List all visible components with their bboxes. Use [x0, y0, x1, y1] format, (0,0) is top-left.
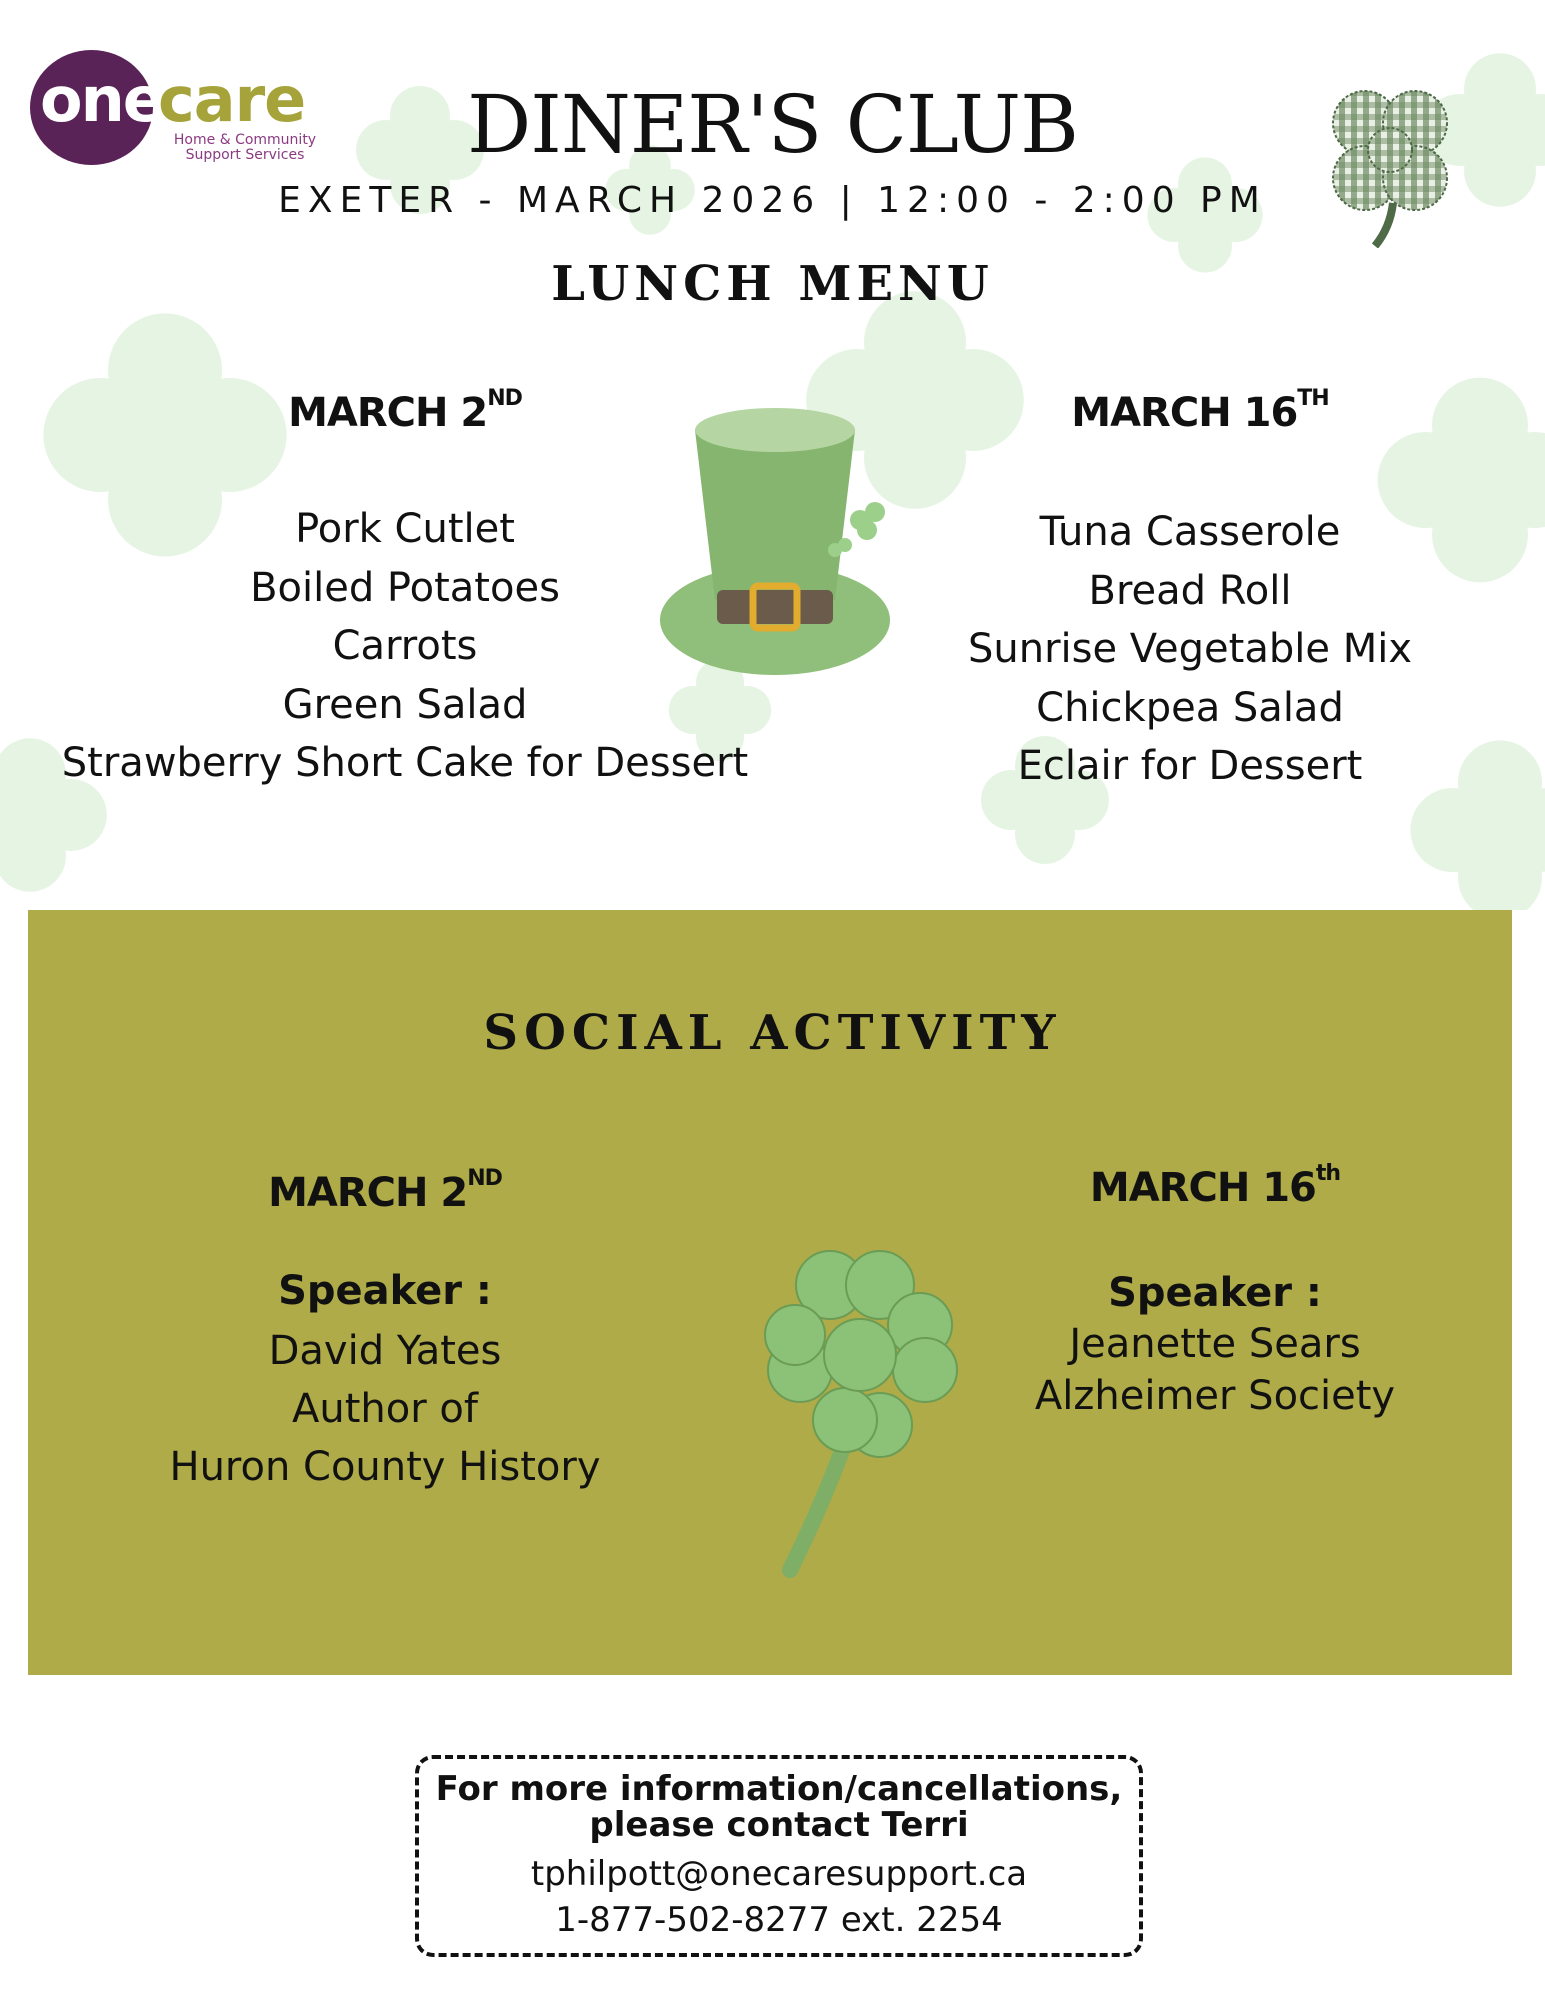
social-right-speaker: [975, 1318, 1455, 1422]
event-subtitle: EXETER - MARCH 2026 | 12:00 - 2:00 PM: [278, 180, 1267, 221]
logo-subtitle-line2: Support Services: [185, 147, 305, 163]
speaker-line: Jeanette Sears: [1069, 1321, 1361, 1367]
page-title: DINER'S CLUB: [467, 78, 1078, 171]
logo-care-text: care: [158, 63, 306, 136]
contact-heading-line1: For more information/cancellations,: [435, 1769, 1123, 1809]
menu-item: Pork Cutlet: [295, 506, 515, 552]
speaker-line: David Yates: [268, 1328, 502, 1374]
lunch-menu-heading: LUNCH MENU: [551, 256, 994, 312]
social-activity-heading: SOCIAL ACTIVITY: [483, 1005, 1062, 1061]
logo-subtitle-line1: Home & Community: [173, 132, 317, 148]
lunch-right-menu: [925, 503, 1455, 796]
social-left-speaker: [130, 1322, 640, 1496]
lunch-right-date-suffix: TH: [1297, 386, 1329, 411]
social-right-date: [1015, 1161, 1415, 1211]
social-right-date-text: MARCH 16: [1089, 1165, 1316, 1211]
contact-heading: [419, 1759, 1139, 1843]
contact-heading-line2: please contact Terri: [589, 1805, 969, 1845]
lunch-left-date-text: MARCH 2: [288, 390, 488, 436]
menu-item: Green Salad: [282, 681, 528, 728]
menu-item: Carrots: [332, 623, 478, 669]
leprechaun-hat-icon: [655, 400, 905, 680]
menu-item: Chickpea Salad: [1036, 684, 1344, 731]
contact-phone[interactable]: 1-877-502-8277 ext. 2254: [555, 1900, 1003, 1940]
menu-item: Bread Roll: [1088, 567, 1292, 614]
shamrock-icon: [760, 1240, 980, 1580]
lunch-right-date: [1000, 386, 1400, 436]
social-left-speaker-label: Speaker :: [278, 1268, 492, 1314]
speaker-line: Alzheimer Society: [1034, 1373, 1396, 1419]
speaker-line: Author of: [292, 1386, 478, 1432]
social-right-speaker-label: Speaker :: [1108, 1270, 1322, 1316]
social-left-date: [185, 1166, 585, 1216]
menu-item: Tuna Casserole: [1039, 509, 1341, 555]
logo-one-text: one: [40, 63, 163, 136]
menu-item: Boiled Potatoes: [250, 564, 560, 611]
social-left-date-suffix: ND: [467, 1166, 502, 1191]
lunch-left-date: [205, 386, 605, 436]
menu-item: Sunrise Vegetable Mix: [967, 626, 1412, 672]
contact-box: [415, 1755, 1143, 1957]
social-left-date-text: MARCH 2: [268, 1170, 468, 1216]
contact-email[interactable]: tphilpott@onecaresupport.ca: [530, 1854, 1028, 1894]
social-right-date-suffix: th: [1315, 1161, 1341, 1186]
lunch-right-date-text: MARCH 16: [1071, 390, 1298, 436]
menu-item: Eclair for Dessert: [1017, 743, 1363, 789]
lunch-left-date-suffix: ND: [487, 386, 522, 411]
menu-item: Strawberry Short Cake for Dessert: [61, 740, 749, 786]
speaker-line: Huron County History: [169, 1444, 601, 1490]
